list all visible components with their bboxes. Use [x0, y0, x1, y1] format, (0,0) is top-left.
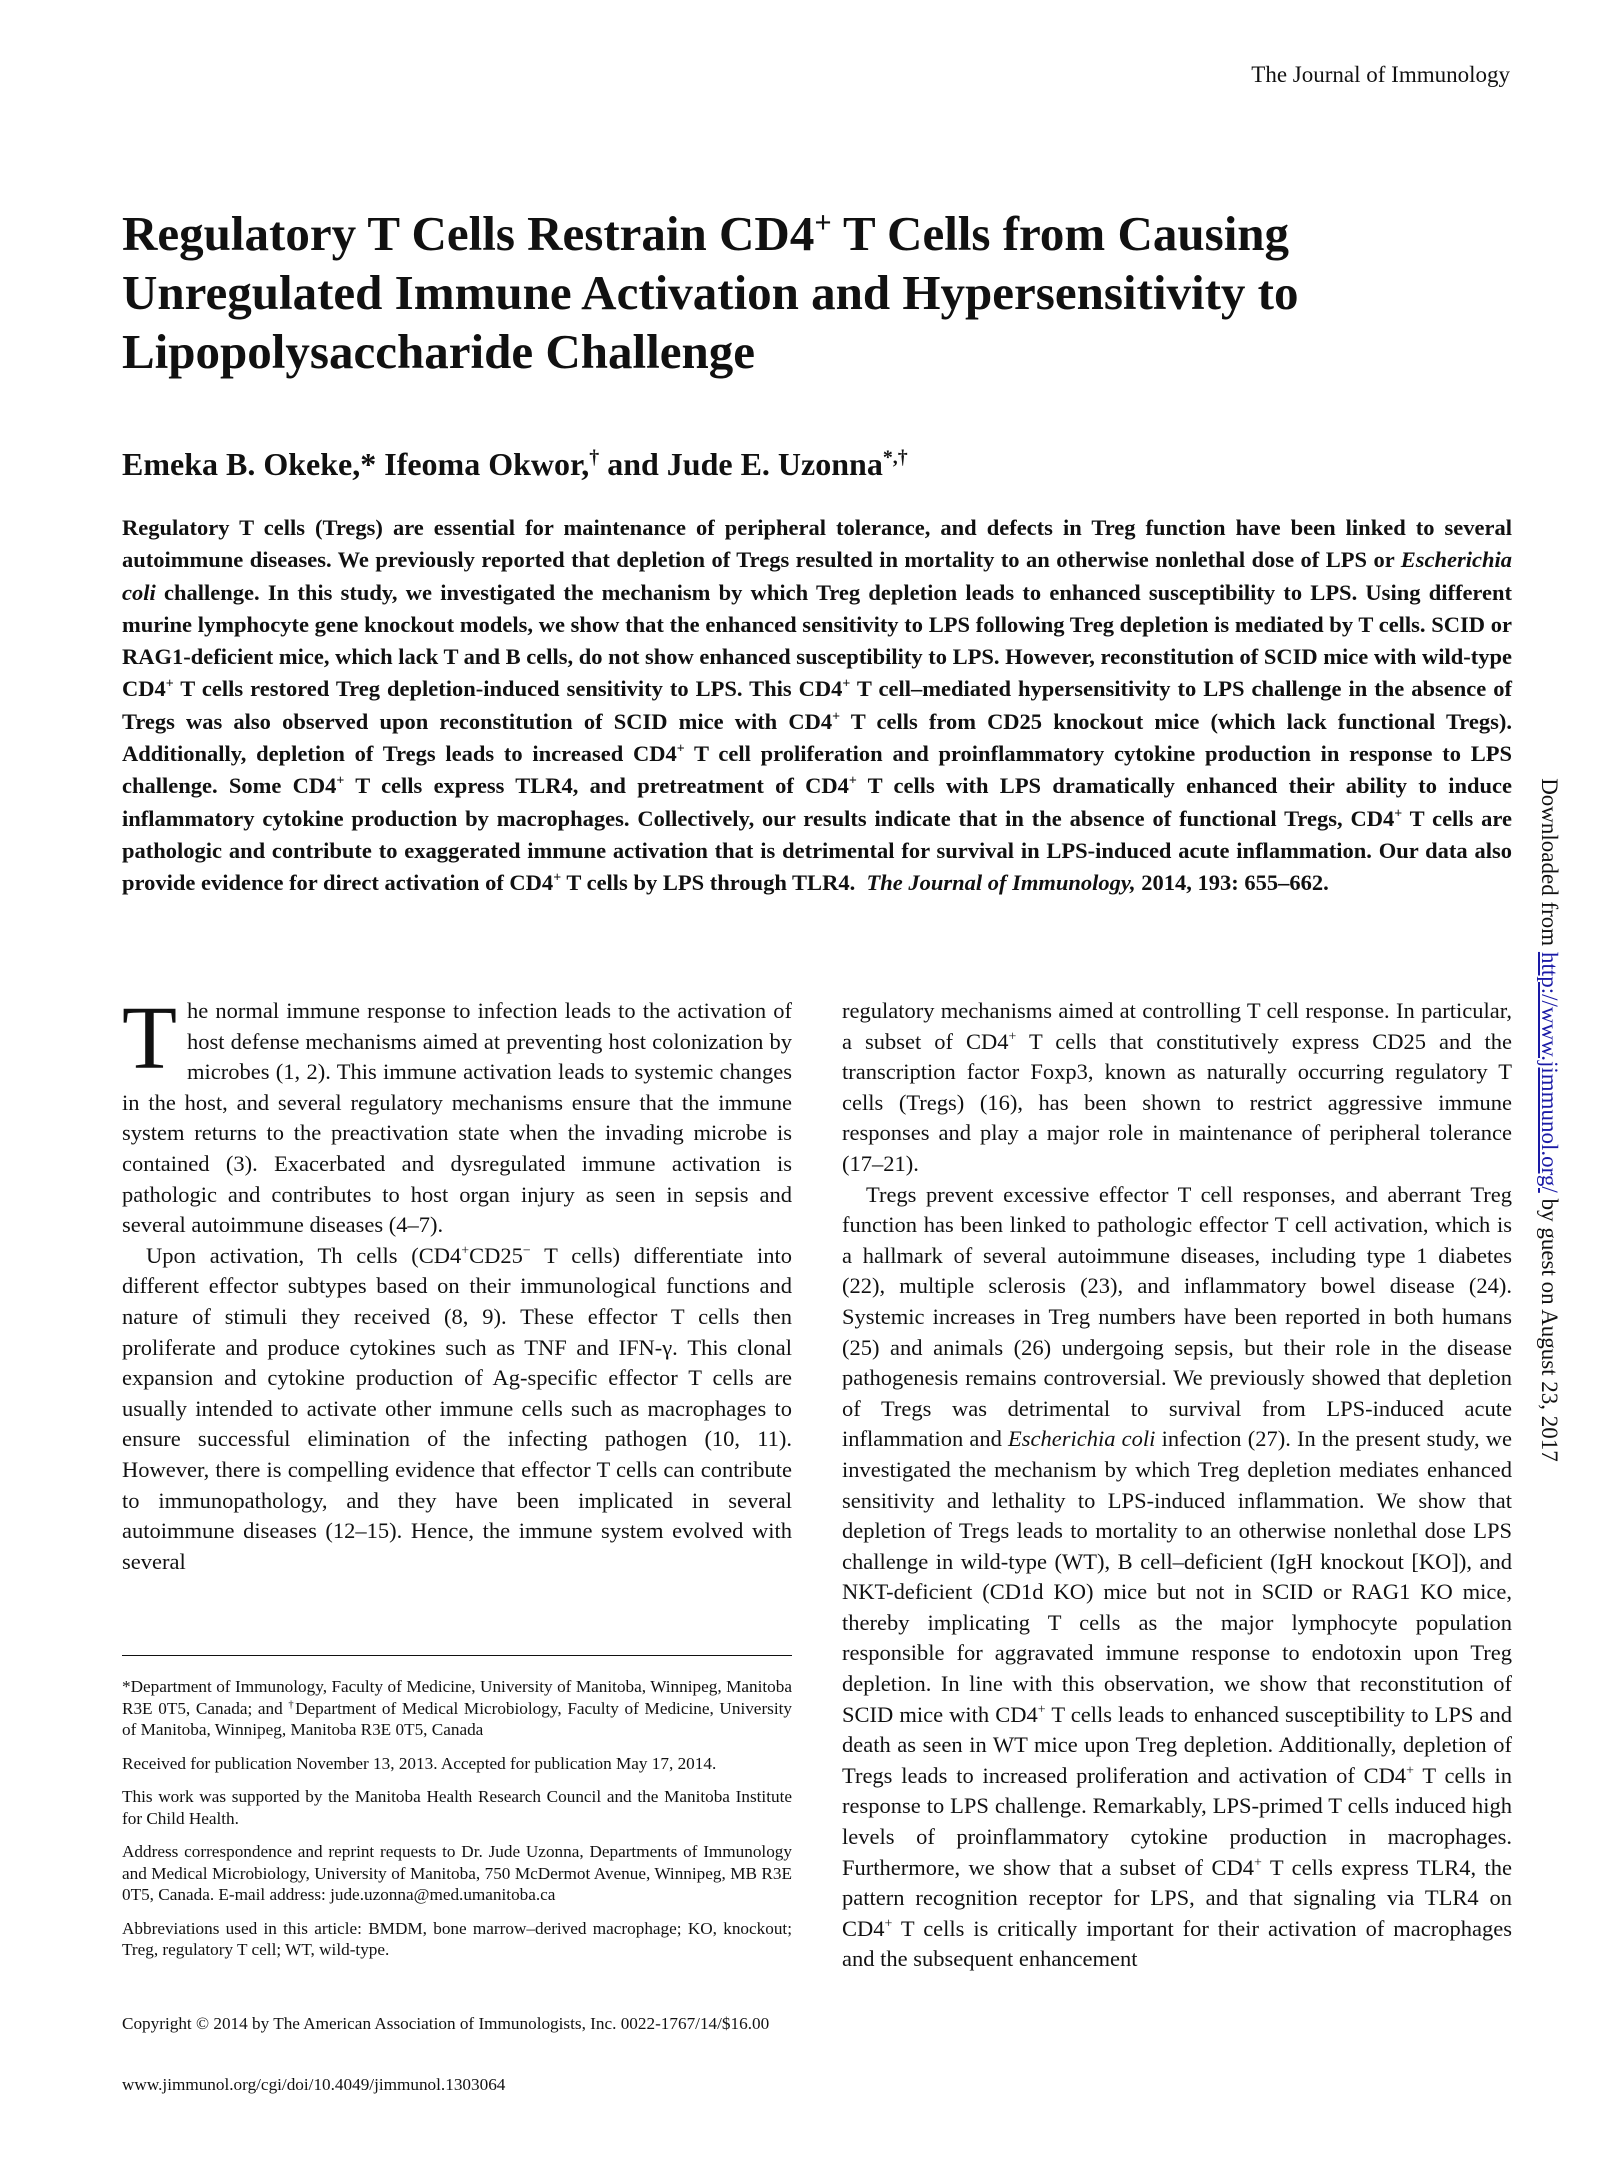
- paragraph-text: T cells leads to enhanced susceptibility to LPS and death as seen in WT mice upon Treg depletion. Additionally, depletion of Tregs leads to increased proliferation and activation of CD4: [842, 1701, 1513, 1788]
- footnote-abbreviations: Abbreviations used in this article: BMDM, bone marrow–derived macrophage; KO, knockout; Treg, regulatory T cell; WT, wild-type.: [122, 1918, 792, 1959]
- superscript: +: [1037, 1702, 1046, 1718]
- footnote-text: *Department of Immunology, Faculty of Medicine, University of Manitoba, Winnipeg, Manitoba R3E 0T5, Canada; and: [122, 1677, 792, 1718]
- title-line1: Regulatory T Cells Restrain CD4: [122, 206, 815, 261]
- title-line2: Unregulated Immune Activation and Hypersensitivity to: [122, 265, 1299, 320]
- abstract-text: T cell–mediated hypersensitivity to LPS challenge in the absence of Tregs was also observed upon reconstitution of SCID mice with CD4: [122, 676, 1512, 734]
- copyright-line: Copyright © 2014 by The American Association of Immunologists, Inc. 0022-1767/14/$16.00: [122, 2014, 770, 2033]
- abstract-text: Regulatory T cells (Tregs) are essential for maintenance of peripheral tolerance, and defects in Treg function have been linked to several autoimmune diseases. We previously reported that depletion of Tregs resulted in mortality to an otherwise nonlethal dose of LPS or: [122, 515, 1512, 573]
- italic-term: Escherichia coli: [1008, 1426, 1156, 1452]
- body-paragraph: [122, 989, 792, 1241]
- abstract-text: T cells express TLR4, and pretreatment of CD4: [344, 773, 849, 799]
- footnote-received: Received for publication November 13, 2013. Accepted for publication May 17, 2014.: [122, 1753, 717, 1773]
- side-note-pre: Downloaded from: [1537, 778, 1562, 952]
- abstract-text: T cells are pathologic and contribute to exaggerated immune activation that is detrimental for survival in LPS-induced acute inflammation. Our data also provide evidence for direct activation of CD4: [122, 805, 1512, 896]
- abstract-sup: +: [832, 709, 841, 725]
- body-column-left: [122, 989, 793, 1577]
- paragraph-text: infection (27). In the present study, we investigated the mechanism by which Treg depletion mediates enhanced sensitivity and lethality to LPS-induced inflammation. We show that depletion of Tregs leads to mortality to an otherwise nonlethal dose LPS challenge in wild-type (WT), B cell–deficient (IgH knockout [KO]), and NKT-deficient (CD1d KO) mice but not in SCID or RAG1 KO mice, thereby implicating T cells as the major lymphocyte population responsible for aggravated immune response to endotoxin upon Treg depletion. In line with this observation, we show that reconstitution of SCID mice with CD4: [842, 1426, 1512, 1727]
- superscript: −: [522, 1243, 531, 1259]
- download-side-note: [1526, 540, 1562, 1700]
- body-column-right: [842, 996, 1512, 1975]
- abstract-text: T cells restored Treg depletion-induced sensitivity to LPS. This CD4: [173, 676, 843, 702]
- author-okeke: Emeka B. Okeke,*: [122, 446, 377, 482]
- superscript: +: [1406, 1763, 1415, 1779]
- author-okwor-mark: †: [589, 446, 600, 469]
- abstract-sup: +: [848, 773, 857, 789]
- footnote-support: This work was supported by the Manitoba Health Research Council and the Manitoba Institute for Child Health.: [122, 1787, 792, 1828]
- title-line1-tail: T Cells from Causing: [831, 206, 1290, 261]
- abstract: [122, 512, 1512, 900]
- abstract-sup: +: [676, 741, 685, 757]
- paragraph-text: Upon activation, Th cells (CD4: [146, 1242, 462, 1268]
- superscript: +: [1253, 1855, 1262, 1871]
- abstract-text: T cells by LPS through TLR4.: [561, 870, 856, 896]
- side-note-link[interactable]: http://www.jimmunol.org/: [1537, 951, 1562, 1193]
- abstract-text: challenge. In this study, we investigated the mechanism by which Treg depletion leads to enhanced susceptibility to LPS. Using different murine lymphocyte gene knockout models, we show that the enhanced sensitivity to LPS following Treg depletion is mediated by T cells. SCID or RAG1-deficient mice, which lack T and B cells, do not show enhanced susceptibility to LPS. However, reconstitution of SCID mice with wild-type CD4: [122, 579, 1512, 702]
- title-line3: Lipopolysaccharide Challenge: [122, 324, 755, 379]
- superscript: +: [884, 1916, 893, 1932]
- abstract-citation-journal: The Journal of Immunology,: [866, 870, 1136, 896]
- body-paragraph: [842, 1180, 1512, 1975]
- side-note-post: by guest on August 23, 2017: [1537, 1192, 1562, 1462]
- author-list: [122, 446, 1422, 483]
- paragraph-text: regulatory mechanisms aimed at controlling T cell response. In particular, a subset of CD4: [842, 998, 1512, 1054]
- abstract-text: T cell proliferation and proinflammatory cytokine production in response to LPS challenge. Some CD4: [122, 741, 1512, 799]
- paragraph-text: he normal immune response to infection leads to the activation of host defense mechanisms aimed at preventing host colonization by microbes (1, 2). This immune activation leads to systemic changes in the host, and several regulatory mechanisms ensure that the immune system returns to the preactivation state when the invading microbe is contained (3). Exacerbated and dysregulated immune activation is pathologic and contributes to host organ injury as seen in sepsis and several autoimmune diseases (4–7).: [122, 998, 792, 1238]
- running-header-journal: The Journal of Immunology: [1251, 62, 1510, 87]
- footnotes: [122, 1676, 792, 1973]
- author-uzonna: and Jude E. Uzonna: [599, 446, 883, 482]
- superscript: †: [288, 1698, 296, 1710]
- paragraph-text: T cells) differentiate into different effector subtypes based on their immunological functions and nature of stimuli they received (8, 9). These effector T cells then proliferate and produce cytokines such as TNF and IFN-γ. This clonal expansion and cytokine production of Ag-specific effector T cells are usually intended to activate other immune cells such as macrophages to ensure successful elimination of the infecting pathogen (10, 11). However, there is compelling evidence that effector T cells can contribute to immunopathology, and they have been implicated in several autoimmune diseases (12–15). Hence, the immune system evolved with several: [122, 1242, 793, 1574]
- abstract-sup: +: [842, 676, 851, 692]
- abstract-text: T cells from CD25 knockout mice (which lack functional Tregs). Additionally, depletion of Tregs leads to increased CD4: [122, 708, 1512, 767]
- author-okwor: Ifeoma Okwor,: [376, 446, 590, 482]
- paragraph-text: T cells in response to LPS challenge. Remarkably, LPS-primed T cells induced high levels of proinflammatory cytokine production in macrophages. Furthermore, we show that a subset of CD4: [842, 1762, 1512, 1880]
- abstract-text: T cells with LPS dramatically enhanced their ability to induce inflammatory cytokine production by macrophages. Collectively, our results indicate that in the absence of functional Tregs, CD4: [122, 773, 1513, 831]
- footnote-text: Department of Medical Microbiology, Faculty of Medicine, University of Manitoba, Winnipeg, Manitoba R3E 0T5, Canada: [122, 1698, 792, 1739]
- abstract-sup: +: [1394, 806, 1403, 822]
- article-title: [122, 204, 1442, 381]
- body-paragraph: [122, 1241, 792, 1578]
- drop-cap: T: [122, 989, 177, 1088]
- author-uzonna-mark: *,†: [882, 446, 908, 469]
- abstract-sup: +: [336, 773, 345, 789]
- footnote-affiliation: [122, 1676, 792, 1741]
- footnote-address: Address correspondence and reprint requests to Dr. Jude Uzonna, Departments of Immunology and Medical Microbiology, University of Manitoba, 750 McDermot Avenue, Winnipeg, MB R3E 0T5, Canada. E-mail address: jude.uzonna@med.umanitoba.ca: [122, 1842, 792, 1904]
- paragraph-text: T cells is critically important for their activation of macrophages and the subsequent enhancement: [842, 1915, 1512, 1972]
- paragraph-text: T cells that constitutively express CD25 and the transcription factor Foxp3, known as naturally occurring regulatory T cells (Tregs) (16), has been shown to restrict aggressive immune responses and play a major role in maintenance of peripheral tolerance (17–21).: [842, 1028, 1512, 1176]
- paragraph-text: Tregs prevent excessive effector T cell responses, and aberrant Treg function has been linked to pathologic effector T cell activation, which is a hallmark of several autoimmune diseases, including type 1 diabetes (22), multiple sclerosis (23), and inflammatory bowel disease (24). Systemic increases in Treg numbers have been reported in both humans (25) and animals (26) undergoing sepsis, but their role in the disease pathogenesis remains controversial. We previously showed that depletion of Tregs was detrimental to survival from LPS-induced acute inflammation and: [842, 1181, 1512, 1452]
- superscript: +: [461, 1243, 470, 1259]
- doi-url: www.jimmunol.org/cgi/doi/10.4049/jimmunol.1303064: [122, 2075, 506, 2094]
- body-paragraph: [842, 996, 1512, 1180]
- abstract-italic-ecoli: Escherichia coli: [122, 547, 1512, 605]
- abstract-sup: +: [165, 676, 174, 692]
- paragraph-text: T cells express TLR4, the pattern recognition receptor for LPS, and that signaling via TLR4 on CD4: [842, 1854, 1513, 1941]
- superscript: +: [1008, 1029, 1017, 1045]
- paragraph-text: CD25: [469, 1242, 523, 1268]
- abstract-citation-tail: 2014, 193: 655–662.: [1135, 870, 1329, 896]
- abstract-sup: +: [553, 870, 562, 886]
- footnote-divider: [122, 1655, 792, 1656]
- title-sup: +: [814, 205, 832, 240]
